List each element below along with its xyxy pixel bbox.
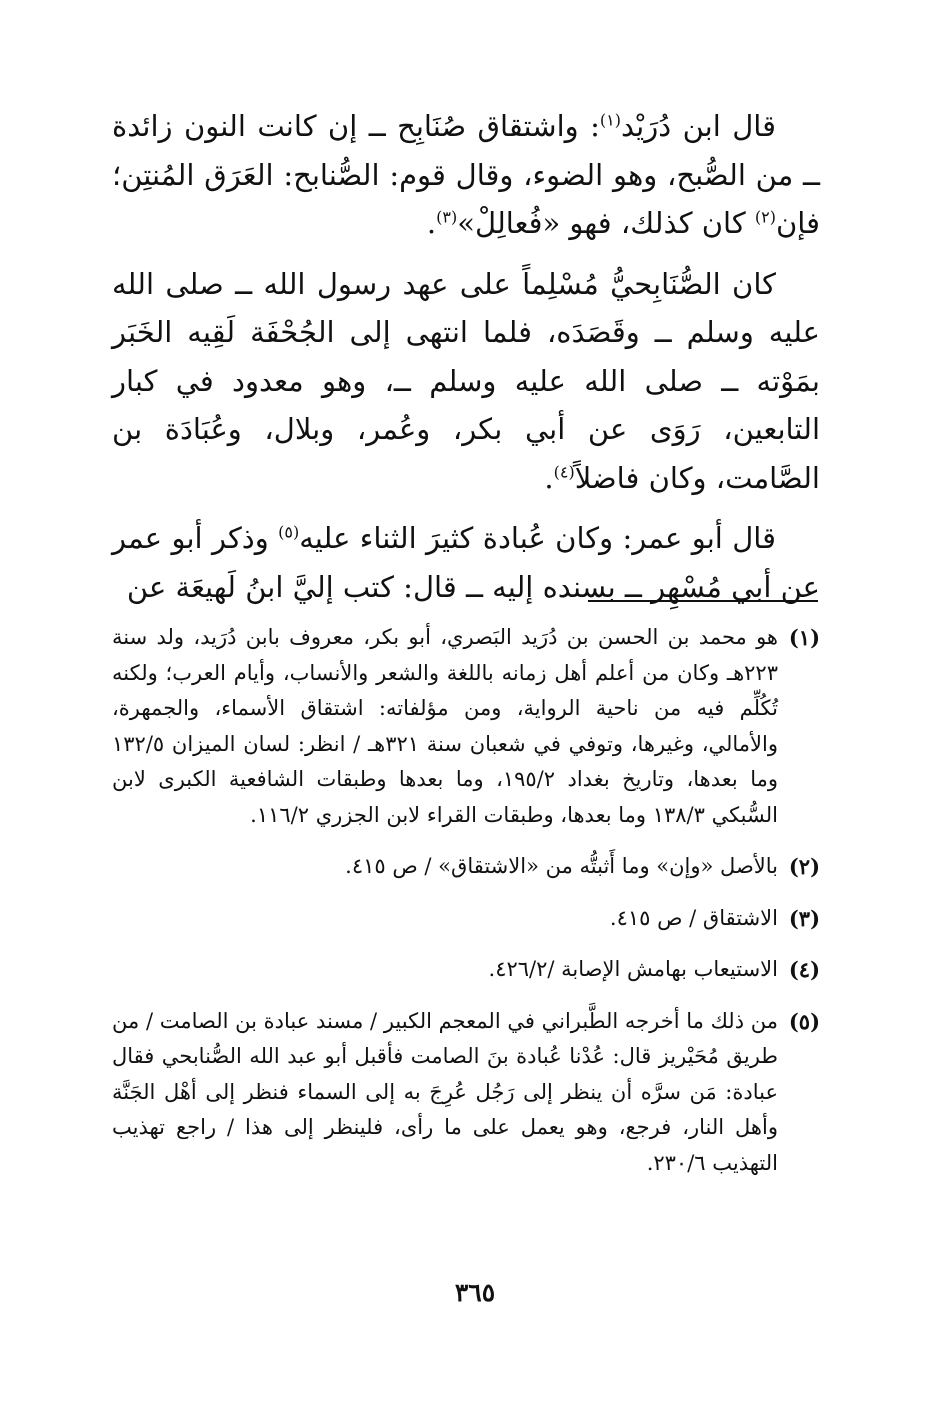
footnote-1 (112, 620, 820, 833)
page-number: ٣٦٥ (454, 1278, 496, 1307)
footnote-2 (112, 849, 820, 885)
footnote-number: (١) (788, 625, 820, 650)
footnote-text: من ذلك ما أخرجه الطَّبراني في المعجم الكبير / مسند عبادة بن الصامت / من طريق مُحَيْريز قال: عُدْنا عُبادة بنَ الصامت فأقبل أبو عبد الله الصُّنابحي فقال عبادة: مَن سرَّه أن ينظر إلى رَجُل عُرِجَ به إلى السماء فنظر إلى أهْل الجَنَّة وأهل النار، فرجع، وهو يعمل على ما رأى، فلينظر إلى هذا / راجع تهذيب التهذيب ٢٣٠/٦. (112, 1008, 778, 1175)
footnote-number: (٢) (788, 854, 820, 879)
footnote-number: (٤) (788, 957, 820, 982)
footnote-number: (٥) (788, 1008, 820, 1034)
footnotes (112, 620, 820, 1197)
footnote-ref-4[interactable]: (٤) (553, 461, 575, 481)
footnote-ref-3[interactable]: (٣) (436, 207, 458, 227)
footnote-separator (588, 600, 818, 602)
footnote-text: الاستيعاب بهامش الإصابة /٤٢٦/٢. (488, 957, 778, 981)
footnote-number: (٣) (788, 905, 820, 931)
footnote-ref-5[interactable]: (٥) (278, 522, 300, 542)
footnote-text: هو محمد بن الحسن بن دُرَيد البَصري، أبو بكر، معروف بابن دُرَيد، ولد سنة ٢٢٣هـ وكان من أعلم أهل زمانه باللغة والشعر والأنساب، وأيام العرب؛ ولكنه تُكُلِّم فيه من ناحية الرواية، ومن مؤلفاته: اشتقاق الأسماء، والجمهرة، والأمالي، وغيرها، وتوفي في شعبان سنة ٣٢١هـ / انظر: لسان الميزان ١٣٢/٥ وما بعدها، وتاريخ بغداد ١٩٥/٢، وما بعدها وطبقات الشافعية الكبرى لابن السُّبكي ١٣٨/٣ وما بعدها، وطبقات القراء لابن الجزري ١١٦/٢. (112, 625, 778, 827)
paragraph-ibn-durayd: قال ابن دُرَيْد$^{(١)}$: واشتقاق صُنَابِح ــ إن كانت النون زائدة ــ من الصُّبح، وهو الضوء، وقال قوم: الصُّنابح: العَرَق المُنتِن؛ فإن$^{(٢)}$ كان كذلك، فهو «فُعالِلْ»$^{(٣)}$. (112, 109, 820, 240)
footnote-text: بالأصل «وإن» وما أَثبتُّه من «الاشتقاق» / ص ٤١٥. (345, 854, 778, 878)
main-text (112, 102, 820, 611)
footnote-ref-2[interactable]: (٢) (754, 207, 776, 227)
footnote-3 (112, 901, 820, 937)
footnote-4 (112, 952, 820, 988)
paragraph-abu-umar: قال أبو عمر: وكان عُبادة كثيرَ الثناء عليه$^{(٥)}$ وذكر أبو عمر عن أبي مُسْهِر ــ بسنده إليه ــ قال: كتب إليَّ ابنُ لَهيعَة عن (112, 521, 820, 604)
footnote-5 (112, 1004, 820, 1182)
paragraph-sunabihi: كان الصُّنَابِحيُّ مُسْلِماً على عهد رسول الله ــ صلى الله عليه وسلم ــ وقَصَدَه، فلما انتهى إلى الجُحْفَة لَقِيه الخَبَر بمَوْته ــ صلى الله عليه وسلم ــ، وهو معدود في كبار التابعين، رَوَى عن أبي بكر، وعُمر، وبلال، وعُبَادَة بن الصَّامت، وكان فاضلاً$^{(٤)}$. (112, 266, 820, 495)
footnote-text: الاشتقاق / ص ٤١٥. (609, 905, 778, 930)
footnote-ref-1[interactable]: (١) (599, 110, 621, 130)
